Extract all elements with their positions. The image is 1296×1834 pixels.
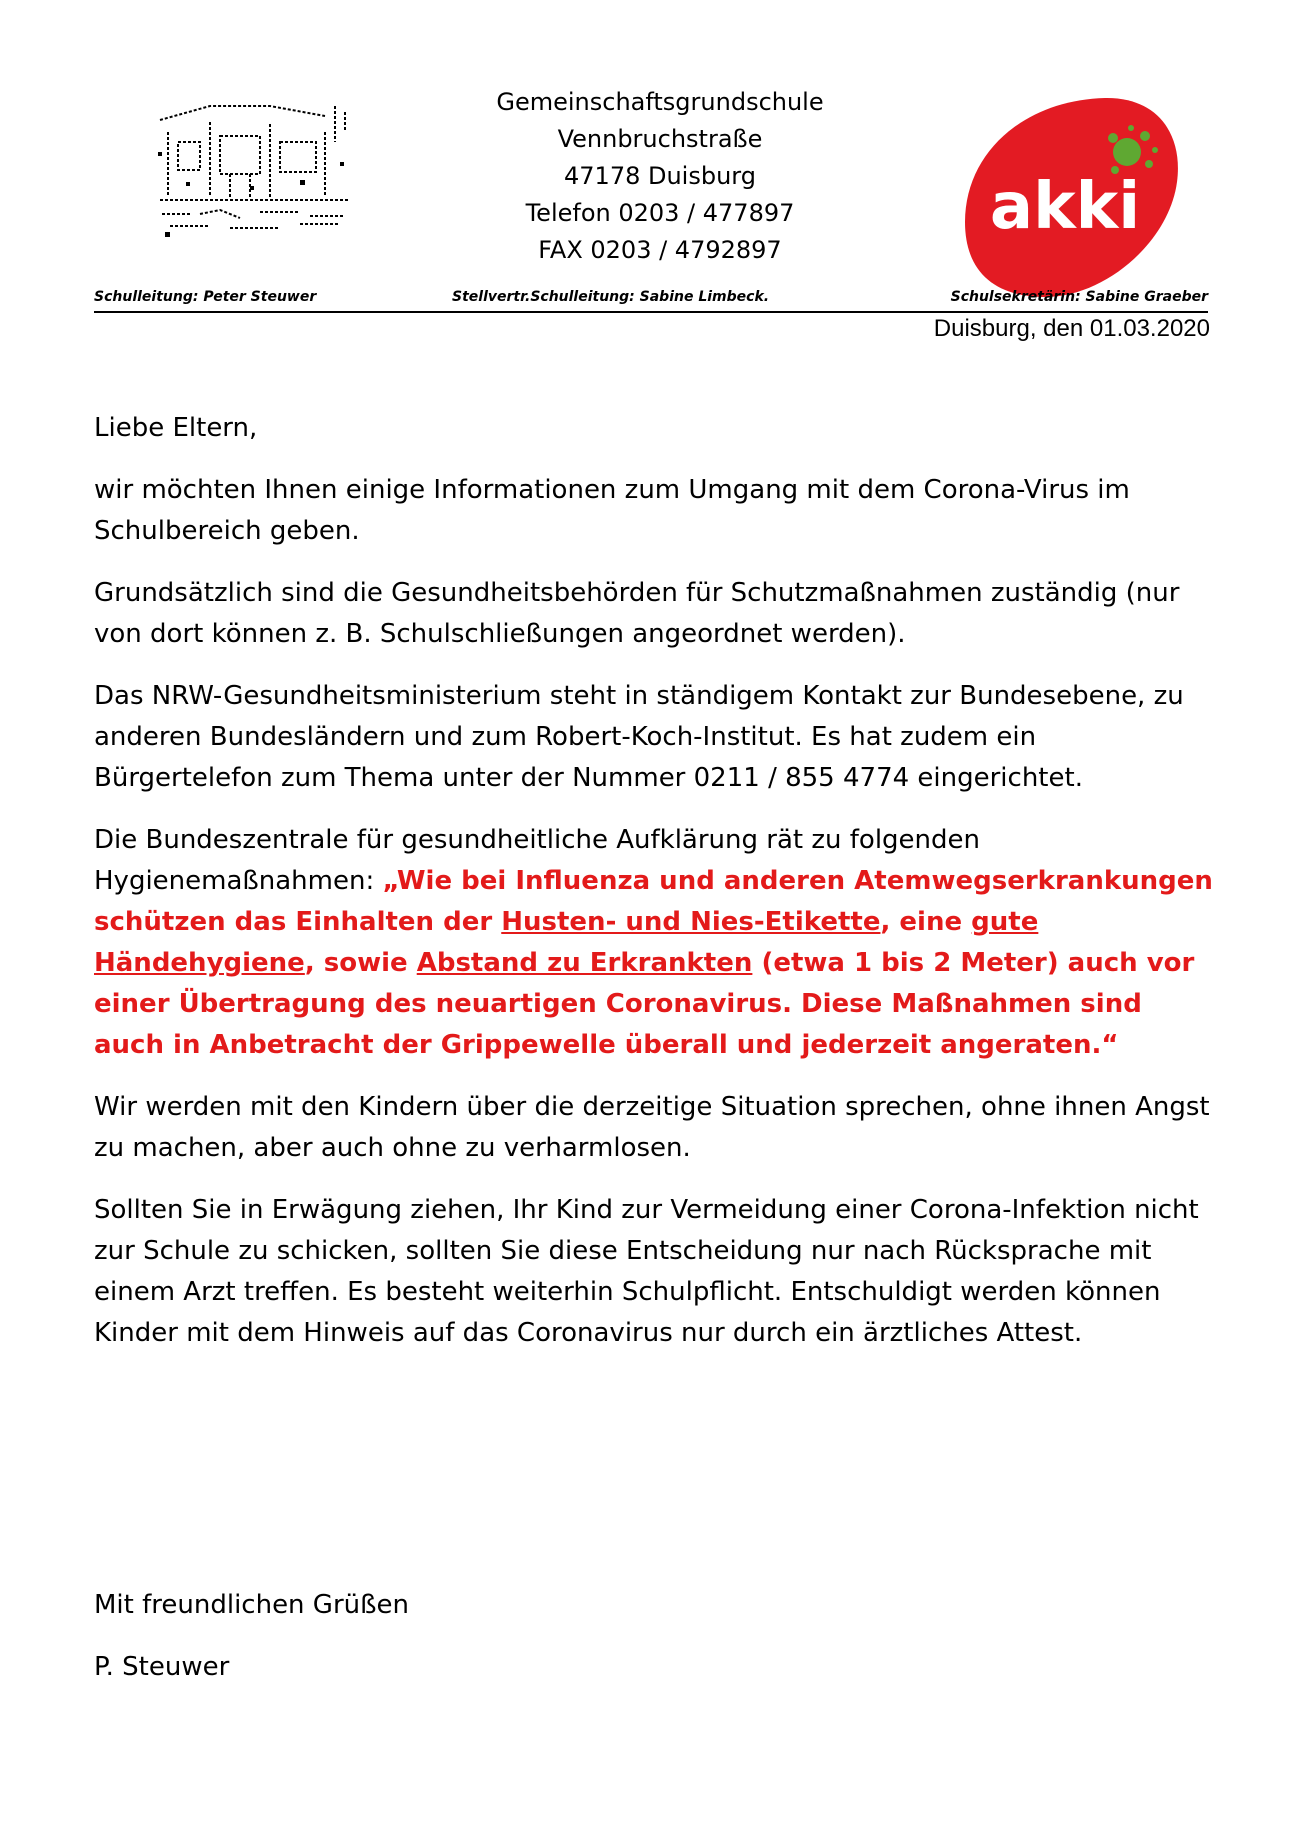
quote-part-3: , sowie — [304, 948, 417, 978]
school-lead: Schulleitung: Peter Steuwer — [94, 289, 317, 305]
hygiene-intro: Die Bundeszentrale für gesundheitliche Aufklärung rät zu folgenden Hygienemaßnahmen: — [94, 825, 980, 896]
quote-distance: Abstand zu Erkrankten — [416, 948, 753, 978]
akki-logo — [955, 92, 1185, 302]
akki-logo-text: akki — [989, 170, 1141, 244]
school-phone: Telefon 0203 / 477897 — [525, 199, 795, 227]
deputy-lead: Stellvertr.Schulleitung: Sabine Limbeck. — [452, 289, 770, 305]
paragraph-children: Wir werden mit den Kindern über die derzeitige Situation sprechen, ohne ihnen Angst zu machen, aber auch ohne zu verharmlosen. — [94, 1092, 1210, 1163]
school-name: Gemeinschaftsgrundschule — [496, 88, 824, 116]
school-city: 47178 Duisburg — [564, 162, 756, 190]
school-secretary: Schulsekretärin: Sabine Graeber — [950, 289, 1208, 305]
header-divider — [94, 311, 1208, 313]
quote-etiquette: Husten- und Nies-Etikette — [501, 907, 881, 937]
school-address-block — [440, 84, 880, 269]
paragraph-intro: wir möchten Ihnen einige Informationen zum Umgang mit dem Corona-Virus im Schulbereich geben. — [94, 475, 1130, 546]
closing: Mit freundlichen Grüßen — [94, 1590, 409, 1620]
school-street: Vennbruchstraße — [557, 125, 763, 153]
paragraph-ministry: Das NRW-Gesundheitsministerium steht in ständigem Kontakt zur Bundesebene, zu anderen Bundesländern und zum Robert-Koch-Institut. Es hat zudem ein Bürgertelefon zum Thema unter der Nummer 0211 / 855 4774 eingerichtet. — [94, 681, 1184, 793]
signature: P. Steuwer — [94, 1652, 230, 1682]
paragraph-hygiene — [94, 820, 1214, 1066]
staff-row — [94, 289, 1208, 311]
greeting: Liebe Eltern, — [94, 413, 258, 443]
quote-part-1: „Wie bei Influenza und anderen Atemwegserkrankungen schützen das Einhalten der — [94, 866, 1213, 937]
school-fax: FAX 0203 / 4792897 — [538, 236, 782, 264]
quote-part-2: , eine — [880, 907, 972, 937]
paragraph-attendance: Sollten Sie in Erwägung ziehen, Ihr Kind zur Vermeidung einer Corona-Infektion nicht zur Schule zu schicken, sollten Sie diese Entscheidung nur nach Rücksprache mit einem Arzt treffen. Es besteht weiterhin Schulpflicht. Entschuldigt werden können Kinder mit dem Hinweis auf das Coronavirus nur durch ein ärztliches Attest. — [94, 1195, 1199, 1348]
quote-part-4: (etwa 1 bis 2 Meter) auch vor einer Übertragung des neuartigen Coronavirus. Diese Maßnahmen sind auch in Anbetracht der Grippewelle überall und jederzeit angeraten.“ — [94, 948, 1195, 1060]
letter-date: Duisburg, den 01.03.2020 — [933, 315, 1210, 342]
paragraph-authorities: Grundsätzlich sind die Gesundheitsbehörden für Schutzmaßnahmen zuständig (nur von dort können z. B. Schulschließungen angeordnet werden). — [94, 578, 1180, 649]
school-building-logo — [150, 102, 360, 242]
letter-body — [94, 408, 1214, 1375]
letter-closing-block — [94, 1585, 409, 1709]
quote-hand-hygiene: gute Händehygiene — [94, 907, 1039, 978]
